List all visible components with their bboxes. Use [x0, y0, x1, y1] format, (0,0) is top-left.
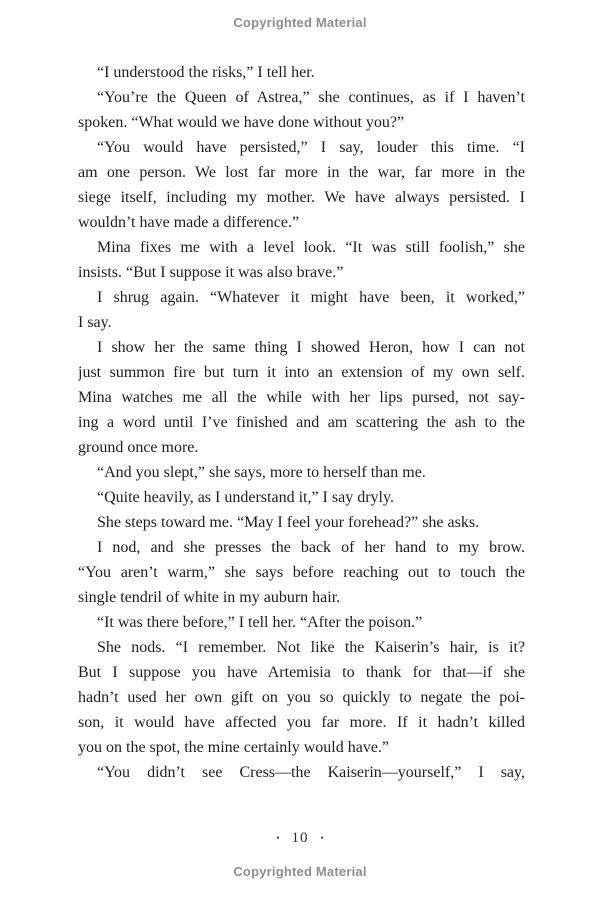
text-line: “Quite heavily, as I understand it,” I say dryly. — [97, 489, 394, 506]
text-line: ing a word until I’ve finished and am scattering the ash to the — [78, 414, 525, 431]
text-line: “You’re the Queen of Astrea,” she continues, as if I haven’t — [97, 89, 525, 106]
text-line: ground once more. — [78, 439, 199, 456]
book-page-text — [78, 60, 525, 785]
text-line: “You aren’t warm,” she says before reaching out to touch the — [78, 564, 525, 581]
text-line: “It was there before,” I tell her. “After the poison.” — [97, 614, 423, 631]
text-line: “You didn’t see Cress—the Kaiserin—yourself,” I say, — [97, 764, 525, 781]
text-line: siege itself, including my mother. We have always persisted. I — [78, 189, 525, 206]
footer-ornament-right: • — [320, 833, 324, 843]
text-line: “And you slept,” she says, more to herself than me. — [97, 464, 426, 481]
text-line: I shrug again. “Whatever it might have been, it worked,” — [97, 289, 525, 306]
text-line: She steps toward me. “May I feel your forehead?” she asks. — [97, 514, 480, 531]
text-line: Mina fixes me with a level look. “It was still foolish,” she — [97, 239, 525, 256]
text-line: I say. — [78, 314, 112, 331]
text-line: wouldn’t have made a difference.” — [78, 214, 300, 231]
page-number: 10 — [291, 830, 309, 846]
copyright-notice-top: Copyrighted Material — [233, 15, 367, 30]
text-line: son, it would have affected you far more. If it hadn’t killed — [78, 714, 525, 731]
text-line: insists. “But I suppose it was also brave.” — [78, 264, 344, 281]
text-line: Mina watches me all the while with her lips pursed, not say- — [78, 389, 525, 406]
text-line: hadn’t used her own gift on you so quickly to negate the poi- — [78, 689, 525, 706]
text-line: “You would have persisted,” I say, louder this time. “I — [97, 139, 525, 156]
text-line: am one person. We lost far more in the war, far more in the — [78, 164, 525, 181]
text-line: I show her the same thing I showed Heron, how I can not — [97, 339, 525, 356]
text-line: you on the spot, the mine certainly would have.” — [78, 739, 390, 756]
page-footer — [0, 830, 600, 846]
text-line: single tendril of white in my auburn hair. — [78, 589, 341, 606]
text-line: just summon fire but turn it into an extension of my own self. — [78, 364, 525, 381]
text-line: “I understood the risks,” I tell her. — [97, 64, 315, 81]
text-line: She nods. “I remember. Not like the Kaiserin’s hair, is it? — [97, 639, 525, 656]
text-line: spoken. “What would we have done without you?” — [78, 114, 405, 131]
text-line: But I suppose you have Artemisia to thank for that—if she — [78, 664, 525, 681]
copyright-notice-bottom: Copyrighted Material — [233, 864, 367, 879]
footer-ornament-left: • — [276, 833, 280, 843]
text-line: I nod, and she presses the back of her hand to my brow. — [97, 539, 525, 556]
